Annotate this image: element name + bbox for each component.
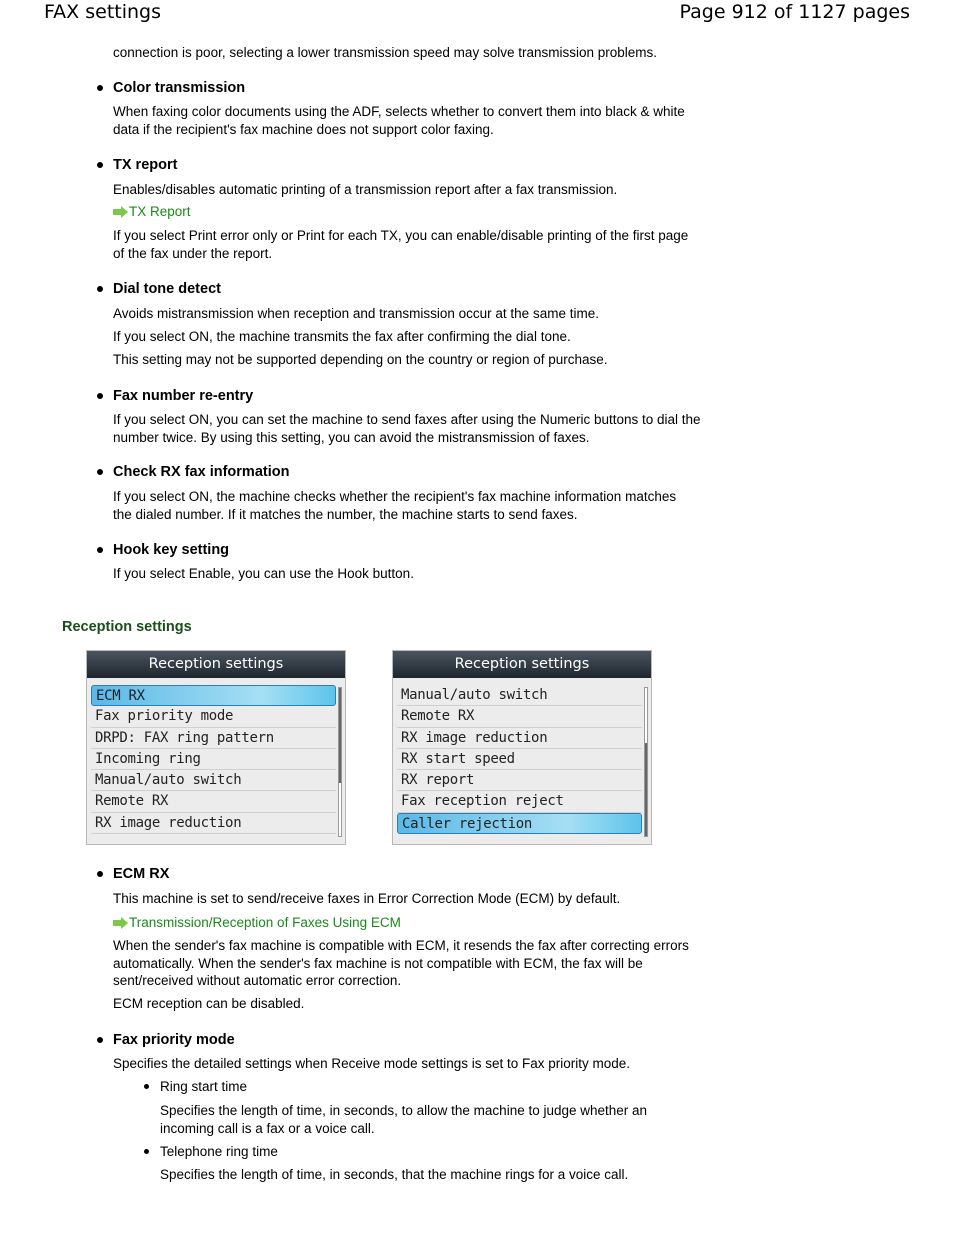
bullet-icon bbox=[97, 547, 103, 553]
ecm-rx-text1: This machine is set to send/receive faxes in Error Correction Mode (ECM) by default. bbox=[113, 891, 621, 906]
bullet-icon bbox=[97, 871, 103, 877]
check-rx-text: If you select ON, the machine checks whether the recipient's fax machine information matches the dialed number. If it matches the number, the machine starts to send faxes. bbox=[113, 489, 677, 522]
scrollbar-thumb[interactable] bbox=[645, 743, 647, 836]
panel-title: Reception settings bbox=[87, 651, 345, 678]
bullet-icon bbox=[97, 393, 103, 399]
heading-check-rx: Check RX fax information bbox=[113, 464, 290, 480]
menu-item[interactable]: RX start speed bbox=[397, 749, 642, 770]
section-title-reception: Reception settings bbox=[62, 619, 192, 635]
bullet-icon bbox=[97, 162, 103, 168]
screen-panel-1 bbox=[86, 650, 346, 845]
fax-reentry-text: If you select ON, you can set the machine to send faxes after using the Numeric buttons to dial the number twice. By using this setting, you can avoid the mistransmission of faxes. bbox=[113, 412, 701, 445]
bullet-icon bbox=[97, 286, 103, 292]
intro-text: connection is poor, selecting a lower transmission speed may solve transmission problems. bbox=[113, 45, 658, 60]
menu-item[interactable]: RX image reduction bbox=[397, 728, 642, 749]
tx-report-note: If you select Print error only or Print for each TX, you can enable/disable printing of the first page of the fax under the report. bbox=[113, 228, 689, 261]
ecm-rx-text3: ECM reception can be disabled. bbox=[113, 996, 305, 1011]
menu-list bbox=[91, 685, 336, 834]
arrow-right-icon bbox=[113, 915, 129, 930]
bullet-icon bbox=[97, 85, 103, 91]
menu-item[interactable]: Remote RX bbox=[91, 791, 336, 812]
hook-key-text: If you select Enable, you can use the Hook button. bbox=[113, 566, 414, 581]
tx-report-link-label: TX Report bbox=[129, 204, 191, 219]
menu-item[interactable]: Incoming ring bbox=[91, 749, 336, 770]
menu-item[interactable]: Manual/auto switch bbox=[91, 770, 336, 791]
screen-panel-2 bbox=[392, 650, 652, 845]
menu-item[interactable]: Manual/auto switch bbox=[397, 685, 642, 706]
color-transmission-text: When faxing color documents using the ADF, selects whether to convert them into black & white data if the recipient's fax machine does not support color faxing. bbox=[113, 104, 685, 137]
menu-item-selected[interactable]: Caller rejection bbox=[397, 813, 642, 834]
heading-color-transmission: Color transmission bbox=[113, 80, 246, 96]
dial-tone-text3: This setting may not be supported depending on the country or region of purchase. bbox=[113, 352, 608, 367]
scrollbar-thumb[interactable] bbox=[339, 688, 341, 783]
heading-tx-report: TX report bbox=[113, 157, 178, 173]
ring-start-text: Specifies the length of time, in seconds, to allow the machine to judge whether an incoming call is a fax or a voice call. bbox=[160, 1103, 648, 1136]
arrow-right-icon bbox=[113, 204, 129, 219]
ecm-link[interactable] bbox=[113, 914, 401, 931]
telephone-ring-label: Telephone ring time bbox=[160, 1144, 278, 1159]
ring-start-label: Ring start time bbox=[160, 1079, 248, 1094]
ecm-rx-text2: When the sender's fax machine is compatible with ECM, it resends the fax after correcting errors automatically. When the sender's fax machine is not compatible with ECM, the fax will be sent/received without automatic error correction. bbox=[113, 938, 689, 988]
scrollbar[interactable] bbox=[644, 687, 648, 837]
page-counter: Page 912 of 1127 pages bbox=[679, 1, 910, 23]
heading-hook-key: Hook key setting bbox=[113, 542, 230, 558]
tx-report-link[interactable] bbox=[113, 203, 191, 220]
document-title: FAX settings bbox=[44, 1, 162, 23]
menu-list bbox=[397, 685, 642, 834]
menu-item[interactable]: DRPD: FAX ring pattern bbox=[91, 728, 336, 749]
bullet-icon bbox=[97, 1037, 103, 1043]
menu-item[interactable]: RX image reduction bbox=[91, 813, 336, 834]
heading-ecm-rx: ECM RX bbox=[113, 866, 170, 882]
fax-priority-text: Specifies the detailed settings when Receive mode settings is set to Fax priority mode. bbox=[113, 1056, 631, 1071]
dial-tone-text2: If you select ON, the machine transmits the fax after confirming the dial tone. bbox=[113, 329, 571, 344]
heading-fax-reentry: Fax number re-entry bbox=[113, 388, 254, 404]
sub-bullet-icon bbox=[144, 1084, 149, 1089]
heading-dial-tone: Dial tone detect bbox=[113, 281, 221, 297]
menu-item-selected[interactable]: ECM RX bbox=[91, 685, 336, 706]
menu-item[interactable]: Fax reception reject bbox=[397, 791, 642, 812]
tx-report-text: Enables/disables automatic printing of a transmission report after a fax transmission. bbox=[113, 182, 618, 197]
menu-item[interactable]: Remote RX bbox=[397, 706, 642, 727]
panel-title: Reception settings bbox=[393, 651, 651, 678]
scrollbar[interactable] bbox=[338, 687, 342, 837]
dial-tone-text1: Avoids mistransmission when reception and transmission occur at the same time. bbox=[113, 306, 599, 321]
telephone-ring-text: Specifies the length of time, in seconds, that the machine rings for a voice call. bbox=[160, 1167, 629, 1182]
menu-item[interactable]: RX report bbox=[397, 770, 642, 791]
ecm-link-label: Transmission/Reception of Faxes Using ECM bbox=[129, 915, 401, 930]
sub-bullet-icon bbox=[144, 1149, 149, 1154]
menu-item[interactable]: Fax priority mode bbox=[91, 706, 336, 727]
bullet-icon bbox=[97, 469, 103, 475]
heading-fax-priority: Fax priority mode bbox=[113, 1032, 235, 1048]
